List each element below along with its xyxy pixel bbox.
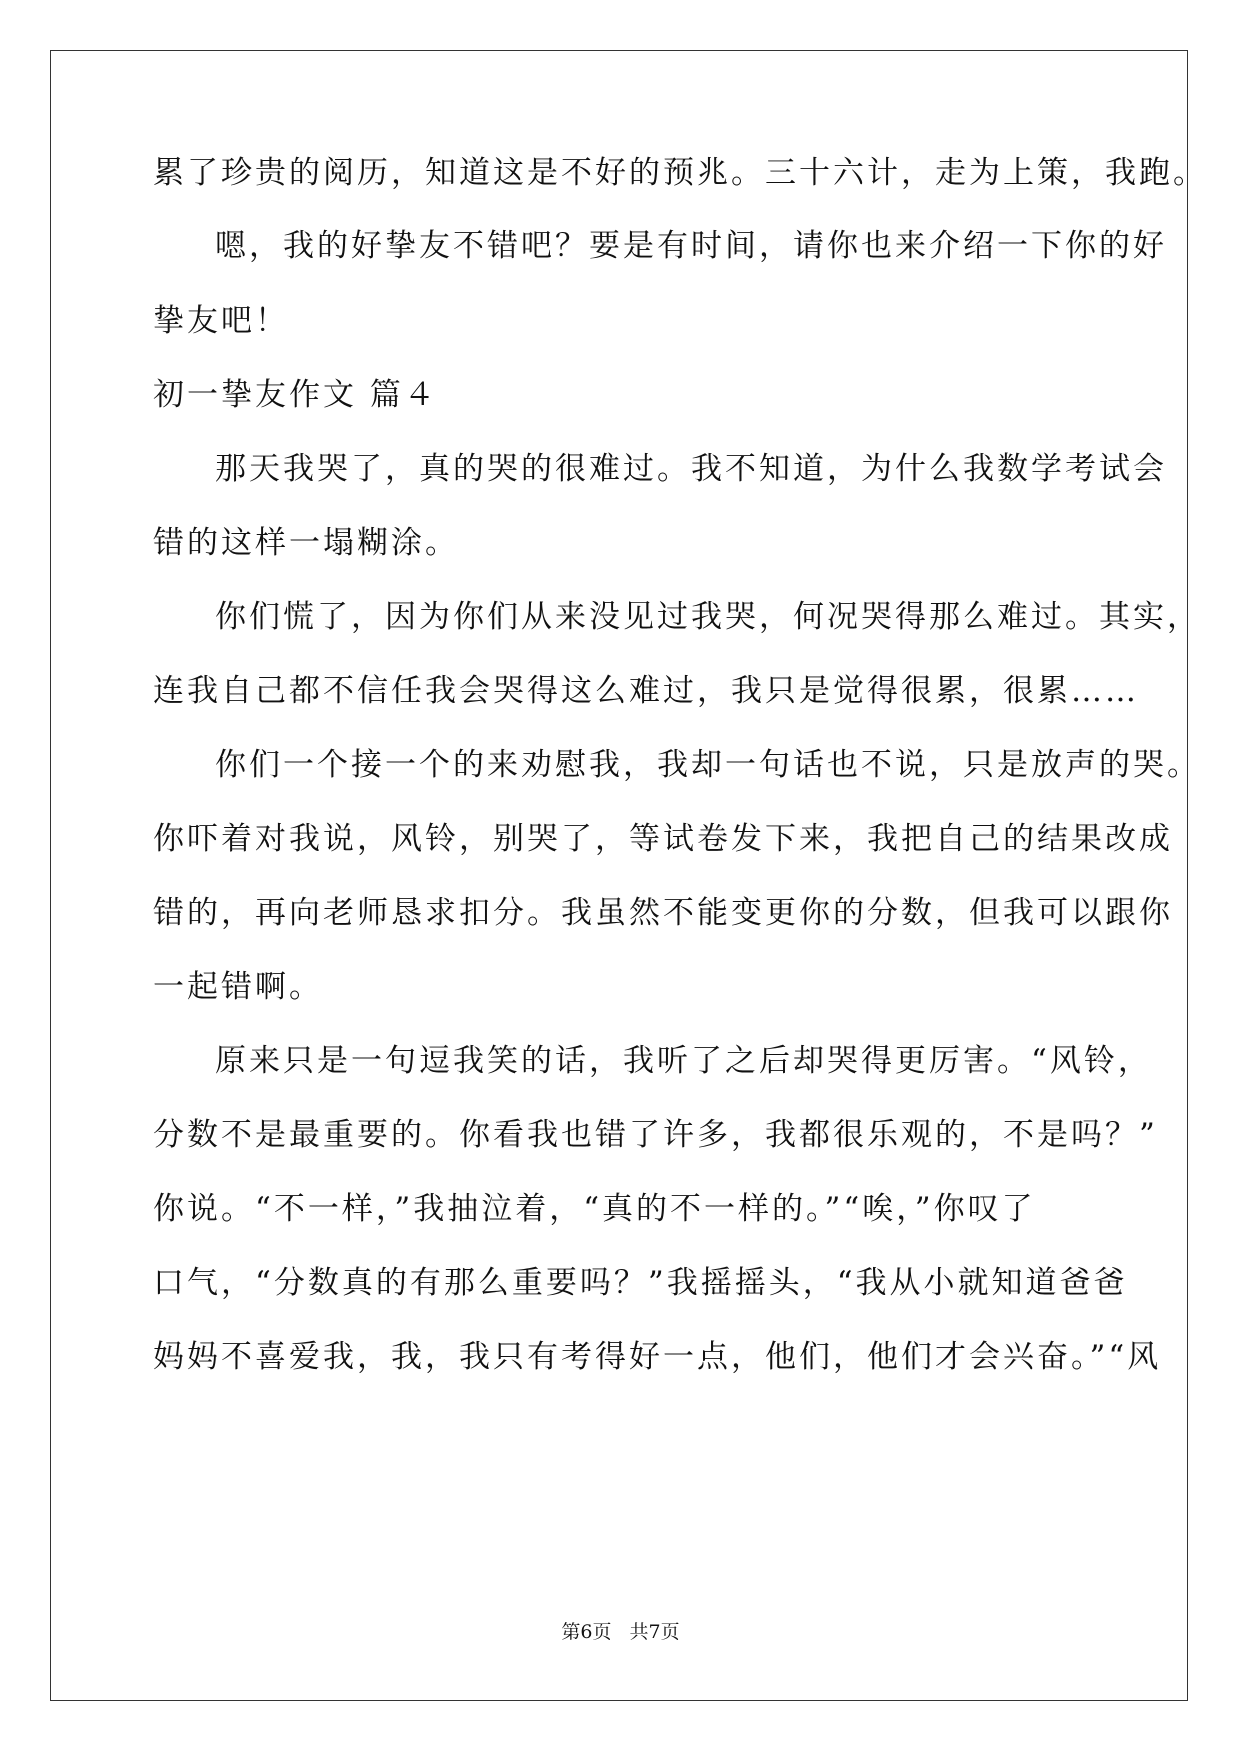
paragraph-first-line: 原来只是一句逗我笑的话，我听了之后却哭得更厉害。“风铃， (215, 1043, 1152, 1079)
page-number-total: 共7页 (629, 1621, 680, 1643)
page-footer (0, 1617, 1241, 1644)
paragraph-first-line: 你们慌了，因为你们从来没见过我哭，何况哭得那么难过。其实， (215, 599, 1201, 635)
text-line: 错的这样一塌糊涂。 (153, 525, 459, 561)
text-line: 挚友吧！ (153, 303, 289, 339)
text-line: 口气，“分数真的有那么重要吗？”我摇摇头，“我从小就知道爸爸 (153, 1265, 1128, 1301)
paragraph-first-line: 嗯，我的好挚友不错吧？要是有时间，请你也来介绍一下你的好 (215, 228, 1167, 264)
text-line: 累了珍贵的阅历，知道这是不好的预兆。三十六计，走为上策，我跑。 (153, 155, 1207, 191)
text-line: 一起错啊。 (153, 969, 323, 1005)
paragraph-first-line: 你们一个接一个的来劝慰我，我却一句话也不说，只是放声的哭。 (215, 747, 1201, 783)
text-line: 妈妈不喜爱我，我，我只有考得好一点，他们，他们才会兴奋。”“风 (153, 1339, 1162, 1375)
text-line: 你说。“不一样，”我抽泣着，“真的不一样的。”“唉，”你叹了 (153, 1191, 1036, 1227)
section-heading: 初一挚友作文 篇４ (153, 377, 438, 413)
text-line: 你吓着对我说，风铃，别哭了，等试卷发下来，我把自己的结果改成 (153, 821, 1173, 857)
text-line: 错的，再向老师恳求扣分。我虽然不能变更你的分数，但我可以跟你 (153, 895, 1173, 931)
text-line: 连我自己都不信任我会哭得这么难过，我只是觉得很累，很累…… (153, 673, 1139, 709)
page-number-current: 第6页 (561, 1621, 612, 1643)
paragraph-first-line: 那天我哭了，真的哭的很难过。我不知道，为什么我数学考试会 (215, 451, 1167, 487)
page-border (50, 50, 1188, 1701)
text-line: 分数不是最重要的。你看我也错了许多，我都很乐观的，不是吗？” (153, 1117, 1158, 1153)
